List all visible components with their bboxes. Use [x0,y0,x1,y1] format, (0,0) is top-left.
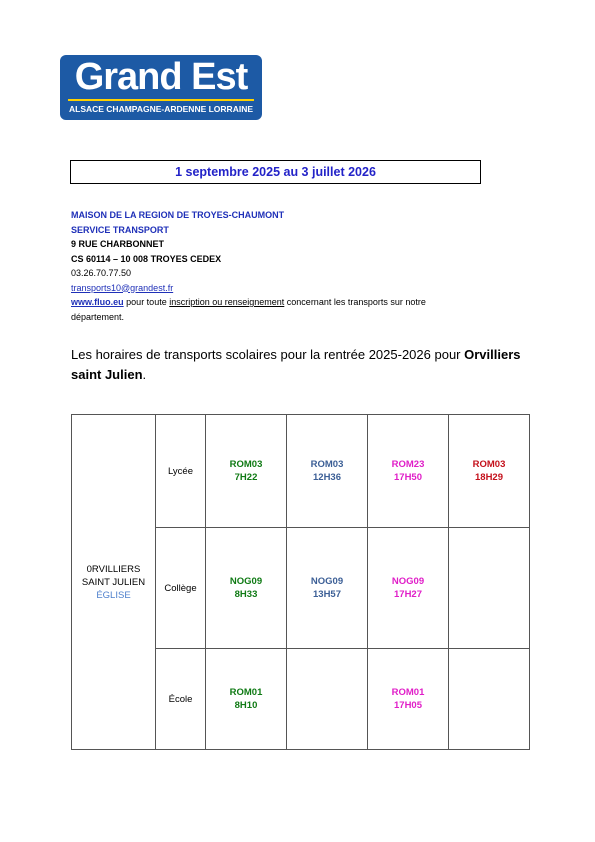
schedule-slot [206,528,287,649]
bus-line: NOG09 [310,576,344,587]
departure-time: 8H10 [234,700,258,711]
schedule-slot [449,415,530,528]
bus-line: ROM03 [472,459,506,470]
table-row [72,415,530,528]
level-cell: Collège [156,528,206,649]
stop-cell [72,415,156,750]
schedule-slot-empty [449,649,530,750]
schedule-slot [206,415,287,528]
website-line [71,295,511,310]
departure-time: 7H22 [234,472,258,483]
bus-line: ROM03 [229,459,263,470]
contact-block [71,208,511,324]
bus-line: NOG09 [229,576,263,587]
schedule-table [71,414,530,750]
website-text-1: pour toute [123,297,170,307]
intro-town-2: saint Julien [71,367,143,382]
website-text-4: département. [71,311,125,322]
departure-time: 17H05 [394,700,422,711]
schedule-slot [287,415,368,528]
website-text-2: inscription ou renseignement [169,297,285,307]
website-link[interactable]: www.fluo.eu [71,297,124,307]
school-year-period: 1 septembre 2025 au 3 juillet 2026 [70,160,481,184]
intro-end: . [142,367,147,382]
schedule-slot [368,415,449,528]
intro-town-1: Orvilliers [464,347,521,362]
website-text-3: concernant les transports sur notre [284,297,426,307]
bus-line: NOG09 [391,576,425,587]
level-cell: École [156,649,206,750]
stop-name-line2: SAINT JULIEN [81,576,146,588]
departure-time: 17H50 [394,472,422,483]
bus-line: ROM03 [310,459,344,470]
schedule-slot [206,649,287,750]
stop-name-line1: 0RVILLIERS [86,563,141,575]
phone-number: 03.26.70.77.50 [71,268,132,278]
schedule-slot [287,528,368,649]
postal-address: CS 60114 – 10 008 TROYES CEDEX [71,253,222,264]
logo-divider [68,99,254,101]
service-name: SERVICE TRANSPORT [71,224,169,235]
bus-line: ROM01 [229,687,263,698]
schedule-slot [368,528,449,649]
schedule-slot-empty [449,528,530,649]
email-link[interactable]: transports10@grandest.fr [71,282,174,293]
stop-name-line3: ÉGLISE [96,589,131,601]
street-address: 9 RUE CHARBONNET [71,239,165,249]
bus-line: ROM01 [391,687,425,698]
intro-text: Les horaires de transports scolaires pour la rentrée 2025-2026 pour [71,347,465,362]
departure-time: 13H57 [313,589,341,600]
schedule-slot-empty [287,649,368,750]
departure-time: 17H27 [394,589,422,600]
schedule-slot [368,649,449,750]
office-name: MAISON DE LA REGION DE TROYES-CHAUMONT [71,210,285,220]
intro-paragraph [71,345,531,385]
departure-time: 18H29 [475,472,503,483]
logo-subtitle: ALSACE CHAMPAGNE-ARDENNE LORRAINE [68,104,253,114]
departure-time: 8H33 [234,589,258,600]
bus-line: ROM23 [391,459,425,470]
level-cell: Lycée [156,415,206,528]
departure-time: 12H36 [313,472,341,483]
logo-wordmark: Grand Est [74,56,248,98]
grand-est-logo [60,55,262,120]
